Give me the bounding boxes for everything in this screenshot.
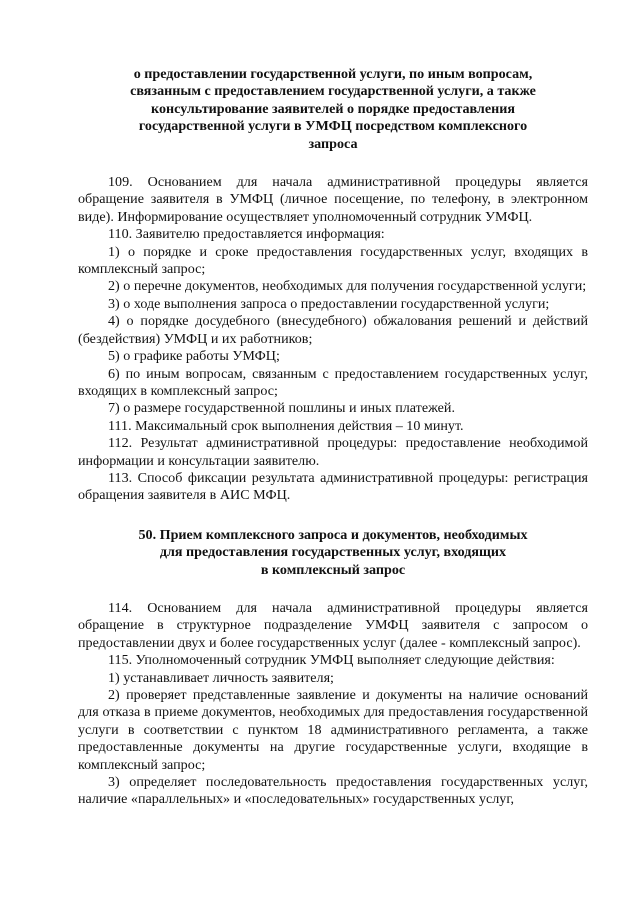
paragraph-113: 113. Способ фиксации результата административной процедуры: регистрация обращения заявителя в АИС МФЦ. bbox=[78, 469, 588, 504]
list-item: 1) о порядке и сроке предоставления государственных услуг, входящих в комплексный запрос; bbox=[78, 243, 588, 278]
text-block-2 bbox=[78, 600, 588, 809]
heading-line: для предоставления государственных услуг, входящих bbox=[159, 544, 507, 561]
list-item: 7) о размере государственной пошлины и иных платежей. bbox=[108, 400, 455, 417]
list-item: 5) о графике работы УМФЦ; bbox=[108, 348, 280, 365]
paragraph-111: 111. Максимальный срок выполнения действия – 10 минут. bbox=[108, 417, 464, 434]
paragraph-110: 110. Заявителю предоставляется информация: bbox=[108, 226, 385, 243]
list-item: 6) по иным вопросам, связанным с предоставлением государственных услуг, входящих в комплексный запрос; bbox=[78, 365, 588, 399]
heading-line: государственной услуги в УМФЦ посредством комплексного bbox=[138, 118, 528, 135]
list-item: 2) проверяет представленные заявление и документы на наличие оснований для отказа в приеме документов, необходимых для предоставления государственной услуги в соответствии с пунктом 18 административного регламента, а также предоставленные документы на другие государственные услуги, входящие в комплексный запрос; bbox=[78, 687, 588, 773]
text-block-1 bbox=[78, 174, 588, 505]
list-item: 3) о ходе выполнения запроса о предоставлении государственной услуги; bbox=[108, 295, 550, 312]
list-item: 3) определяет последовательность предоставления государственных услуг, наличие «параллельных» и «последовательных» государственных услуг, bbox=[78, 774, 588, 808]
paragraph-109: 109. Основанием для начала административной процедуры является обращение заявителя в УМФЦ (личное посещение, по телефону, в электронном виде). Информирование осуществляет уполномоченный сотрудник УМФЦ. bbox=[78, 174, 588, 225]
document-page bbox=[78, 66, 588, 809]
heading-line: 50. Прием комплексного запроса и документов, необходимых bbox=[138, 526, 528, 543]
heading-line: о предоставлении государственной услуги, по иным вопросам, bbox=[133, 66, 533, 82]
paragraph-115: 115. Уполномоченный сотрудник УМФЦ выполняет следующие действия: bbox=[108, 652, 555, 669]
list-item: 4) о порядке досудебного (внесудебного) обжалования решений и действий (бездействия) УМФЦ и их работников; bbox=[78, 313, 588, 347]
heading-line: запроса bbox=[308, 135, 358, 152]
list-item: 2) о перечне документов, необходимых для получения государственной услуги; bbox=[108, 278, 587, 295]
heading-line: в комплексный запрос bbox=[260, 561, 406, 578]
heading-line: консультирование заявителей о порядке предоставления bbox=[151, 100, 515, 117]
list-item: 1) устанавливает личность заявителя; bbox=[108, 669, 334, 686]
paragraph-114: 114. Основанием для начала административной процедуры является обращение в структурное подразделение УМФЦ заявителя с запросом о предоставлении двух и более государственных услуг (далее - комплексный запрос). bbox=[78, 599, 588, 651]
section-heading-top bbox=[78, 66, 588, 153]
paragraph-112: 112. Результат административной процедуры: предоставление необходимой информации и консультации заявителю. bbox=[78, 435, 588, 469]
section-heading-50 bbox=[78, 527, 588, 579]
heading-line: связанным с предоставлением государственной услуги, а также bbox=[130, 83, 536, 100]
